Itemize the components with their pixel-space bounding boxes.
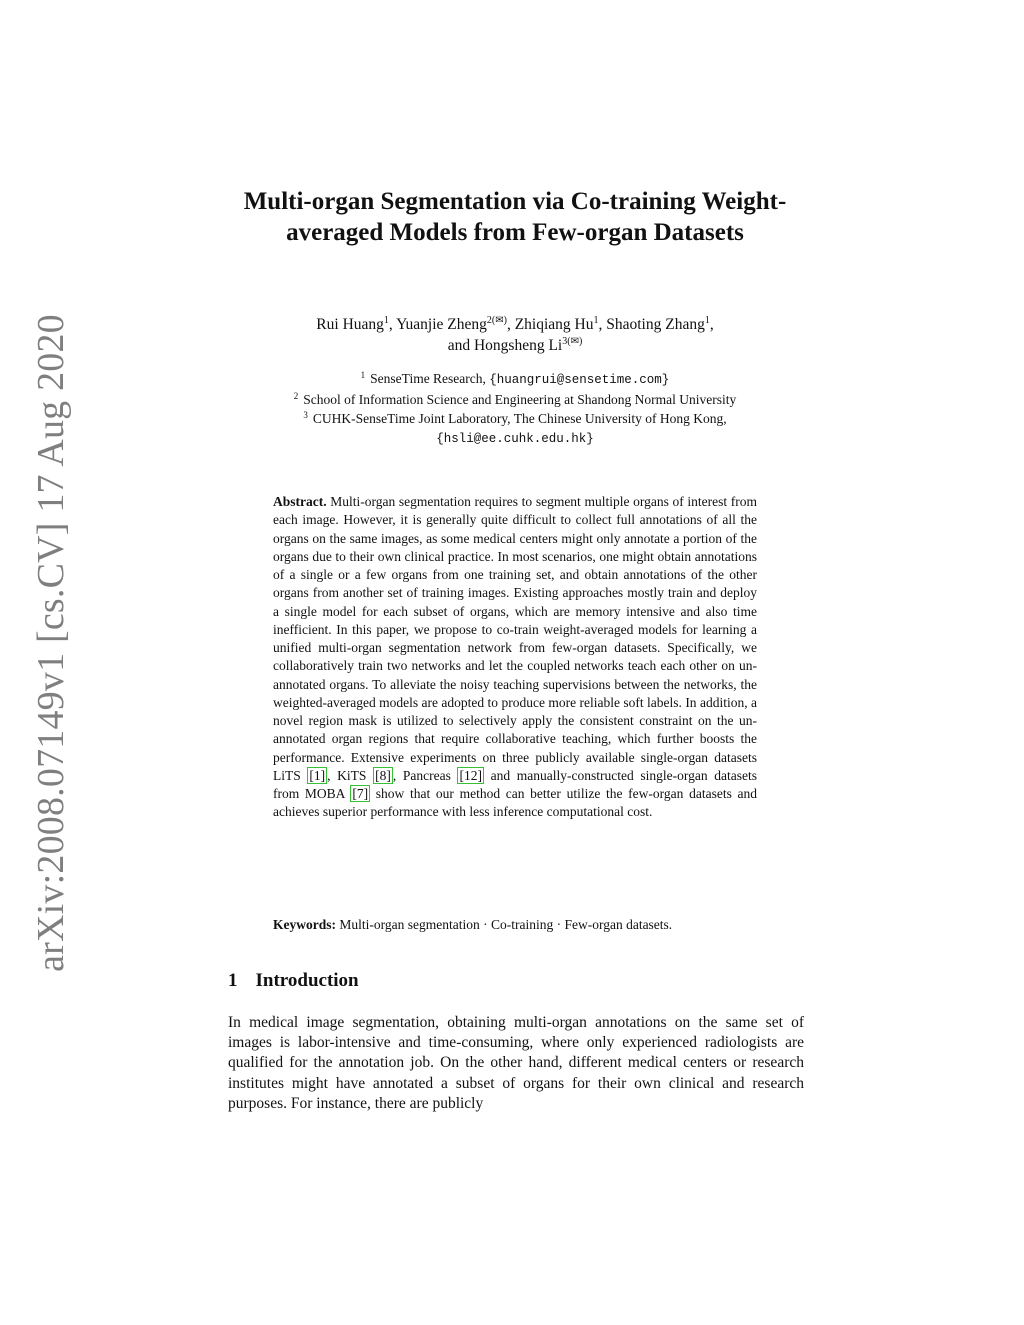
affiliation-3: $^3$ CUHK-SenseTime Joint Laboratory, The Chinese University of Hong Kong, (303, 410, 727, 426)
paper-title: Multi-organ Segmentation via Co-training Weight-averaged Models from Few-organ Datasets (243, 188, 787, 246)
author-name: Rui Huang (316, 316, 384, 333)
citation-link[interactable]: [7] (352, 786, 369, 801)
intro-paragraph: In medical image segmentation, obtaining multi-organ annotations on the same set of images is labor-intensive and time-consuming, where only experienced radiologists are qualified for the annotation job. On the other hand, different medical centers or research institutes might have annotated a subset of organs for their own clinical and research purposes. For instance, there are publicly (228, 1014, 804, 1112)
author-list: Rui Huang$^1$, Yuanjie Zheng$^{2(✉)}$, Zhiqiang Hu$^1$, Shaoting Zhang$^1$, and Hongsheng $Li^{3(✉)}$ (316, 315, 714, 354)
citation-link[interactable]: [1] (309, 767, 326, 783)
author-name: Shaoting Zhang (606, 316, 705, 333)
affiliation-list (230, 369, 800, 449)
keywords-text: Multi-organ segmentation · Co-training · Few-organ datasets. (339, 917, 673, 932)
affiliation-1: $^1$ SenseTime Research, {huangrui@sensetime.com} (360, 370, 670, 387)
keywords-label: Keywords: (273, 917, 336, 932)
author-name: Yuanjie Zheng (396, 316, 487, 333)
section-number: 1 (228, 970, 238, 991)
keywords (273, 916, 773, 934)
citation-link[interactable]: [8] (375, 767, 391, 783)
author-affil-mark: 3(✉) (562, 336, 583, 347)
abstract-label: Abstract. (273, 494, 327, 509)
author-name: Hongsheng Li (473, 337, 563, 354)
author-affil-mark: 1 (704, 315, 710, 326)
email-link[interactable]: {hsli@ee.cuhk.edu.hk} (436, 432, 594, 446)
abstract: Abstract. Multi-organ segmentation requires to segment multiple organs of interest from each image. However, it is generally quite difficult to collect full annotations of all the organs on the same images, as some medical centers might only annotate a portion of the organs due to their own clinical practice. In most scenarios, one might obtain annotations of a single or a few organs from one training set, and obtain annotations of the other organs from another set of training images. Existing approaches mostly train and deploy a single model for each subset of organs, which are memory intensive and also time inefficient. In this paper, we propose to co-train weight-averaged models for learning a unified multi-organ segmentation network from few-organ datasets. Specifically, we collaboratively train two networks and let the coupled networks teach each other on un-annotated organs. To alleviate the noisy teaching supervisions between the networks, the weighted-averaged models are adopted to produce more reliable soft labels. In addition, a novel region mask is utilized to selectively apply the consistent constraint on the un-annotated organ regions that require collaborative teaching, which further boosts the performance. Extensive experiments on three publicly available single-organ datasets LiTS [1] , KiTS [8] , Pancreas [12] and manually-constructed single-organ datasets from MOBA [7] show that our method can better utilize the few-organ datasets and achieves superior performance with less inference computational cost. (273, 494, 758, 820)
author-affil-mark: 2(✉) (486, 315, 507, 326)
arxiv-identifier: arXiv:2008.07149v1 [cs.CV] 17 Aug 2020 (30, 313, 72, 972)
author-affil-mark: 1 (383, 315, 389, 326)
affiliation-2: $^2$ School of Information Science and Engineering at Shandong Normal University (293, 391, 737, 407)
author-conjunction: and (447, 337, 471, 354)
section-heading (228, 968, 359, 994)
author-affil-mark: 1 (593, 315, 599, 326)
citation-link[interactable]: [12] (459, 767, 482, 783)
email-link[interactable]: {huangrui@sensetime.com} (489, 373, 670, 387)
author-name: Zhiqiang Hu (514, 316, 594, 333)
section-title: Introduction (255, 970, 359, 991)
arxiv-sidebar (30, 313, 72, 972)
affiliation-3-email (230, 428, 800, 449)
